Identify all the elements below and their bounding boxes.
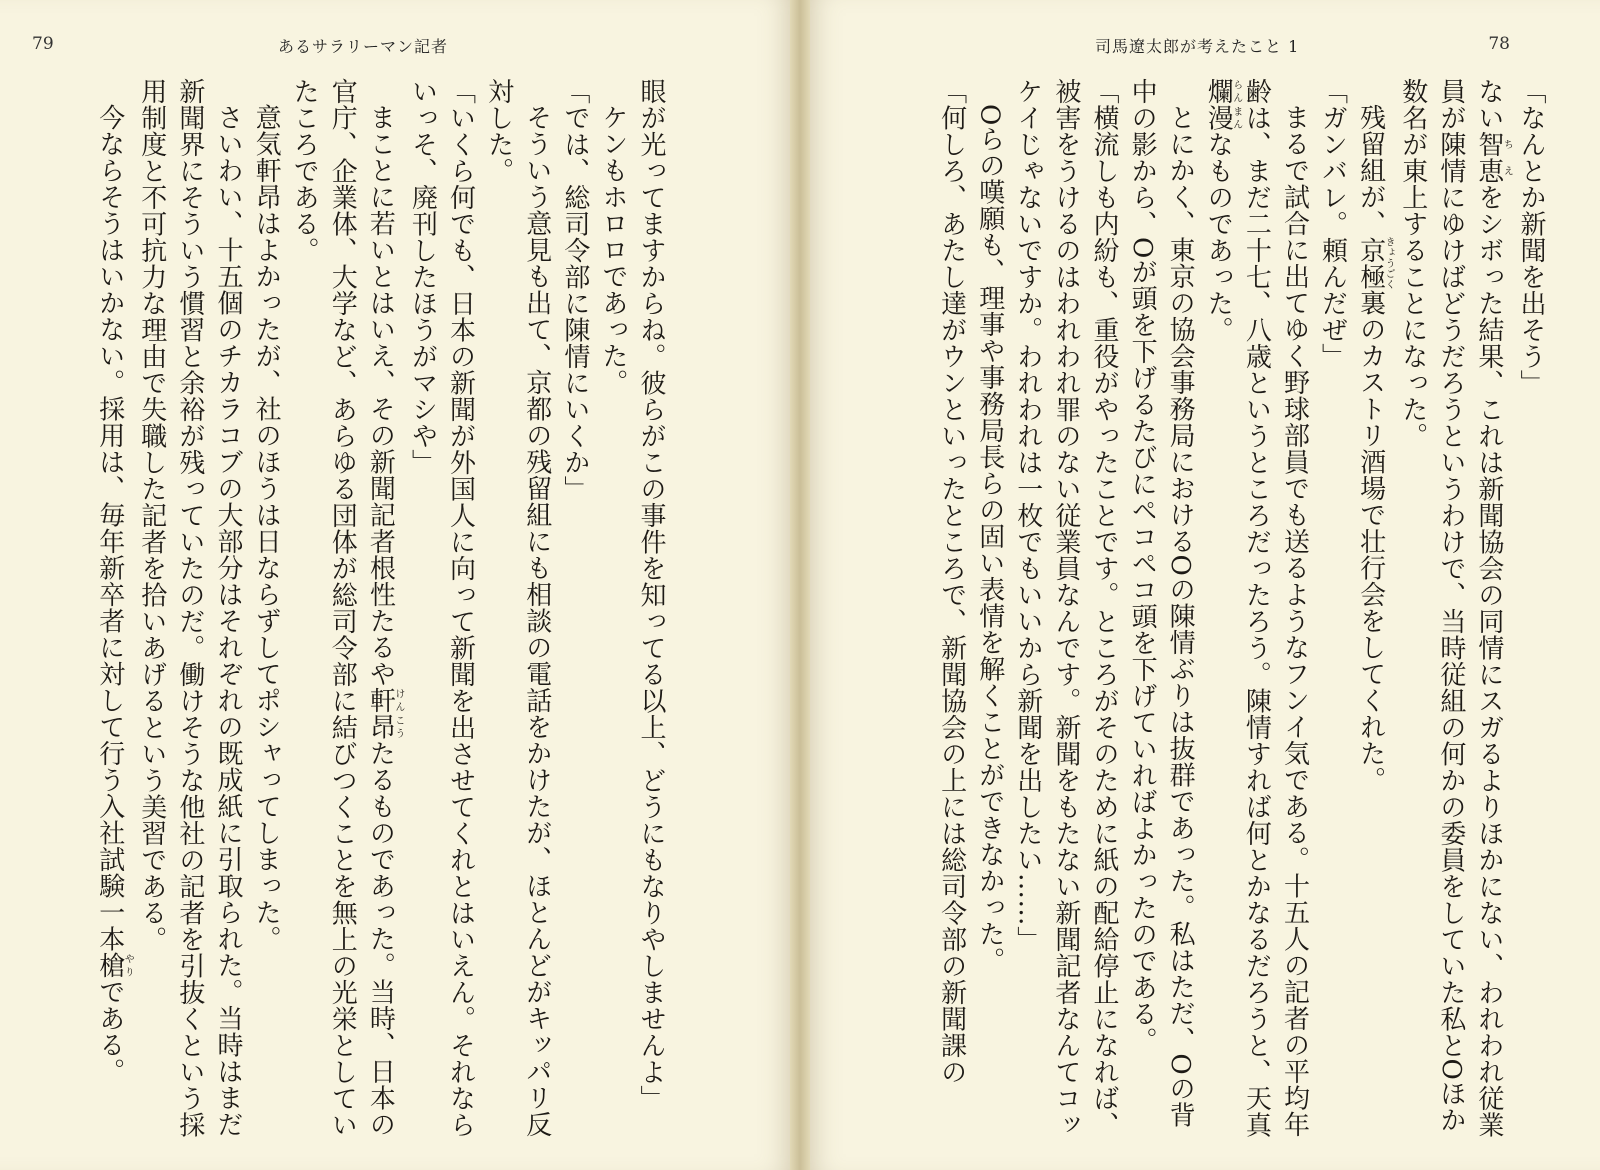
right-body-text <box>910 78 1550 1140</box>
paragraph: 「では、総司令部に陳情にいくか」 <box>559 78 590 502</box>
paragraph: 「何しろ、あたし達がウンといったところで、新聞協会の上には総司令部の新聞課の <box>936 78 967 1085</box>
furigana: 京極きょうごく <box>1355 236 1395 290</box>
paragraph: 残留組が、京極きょうごく裏のカストリ酒場で壮行会をしてくれた。 <box>1355 104 1395 793</box>
right-page-number: 78 <box>1488 34 1510 54</box>
paragraph: 「いくら何でも、日本の新聞が外国人に向って新聞を出させてくれとはいえん。それならいっそ、廃刊したほうがマシや」 <box>407 78 476 1138</box>
paragraph: 「ガンバレ。頼んだぜ」 <box>1317 78 1348 370</box>
paragraph: さいわい、十五個のチカラコブの大部分はそれぞれの既成紙に引取られた。当時はまだ新聞界にそういう慣習と余裕が残っていたのだ。働けそうな他社の記者を引抜くという採用制度と不可抗力な理由で失職した記者を拾いあげるという美習である。 <box>136 78 243 1138</box>
left-running-head: あるサラリーマン記者 <box>278 37 449 56</box>
paragraph: ケンもホロロであった。 <box>597 104 628 396</box>
paragraph: とにかく、東京の協会事務局におけるOの陳情ぶりは抜群であった。私はただ、Oの背中の影から、Oが頭を下げるたびにペコペコ頭を下げていればよかったのである。 <box>1127 78 1196 1129</box>
paragraph: 「なんとか新聞を出そう」 <box>1516 78 1546 396</box>
furigana: 軒昂けんこう <box>365 687 404 740</box>
paragraph: Oらの嘆願も、理事や事務局長らの固い表情を解くことができなかった。 <box>974 104 1005 974</box>
paragraph: まことに若いとはいえ、その新聞記者根性たるや軒昂けんこうたるものであった。当時、日本の官庁、企業体、大学など、あらゆる団体が総司令部に結びつくことを無上の光栄としていたころである。 <box>289 78 404 1138</box>
paragraph: 「横流しも内紛も、重役がやったことです。ところがそのために紙の配給停止になれば、被害をうけるのはわれわれ罪のない従業員なんです。新聞をもたない新聞記者なんてコッケイじゃないですか。われわれは一枚でもいいから新聞を出したい……」 <box>1012 78 1119 1138</box>
left-body-text <box>20 78 670 1140</box>
furigana: 爛漫らんまん <box>1203 78 1242 131</box>
book-gutter <box>790 0 810 1170</box>
left-page-number: 79 <box>32 34 54 54</box>
paragraph: まるで試合に出てゆく野球部員でも送るようなフンイ気である。十五人の記者の平均年齢は、まだ二十七、八歳というところだったろう。陳情すれば何とかなるだろうと、天真爛漫らんまんなものであった。 <box>1203 78 1310 1138</box>
furigana: 智恵ちえ <box>1473 131 1513 184</box>
paragraph: 今ならそうはいかない。採用は、毎年新卒者に対して行う入社試験一本槍やりである。 <box>94 104 134 1085</box>
paragraph: 眼が光ってますからね。彼らがこの事件を知ってる以上、どうにもなりやしませんよ」 <box>636 78 666 1112</box>
right-page <box>800 0 1600 1170</box>
right-running-head: 司馬遼太郎が考えたこと 1 <box>1095 37 1300 56</box>
paragraph: 意気軒昂はよかったが、社のほうは日ならずしてポシャってしまった。 <box>251 104 282 952</box>
paragraph: ない智恵ちえをシボった結果、これは新聞協会の同情にスガるよりほかにない、われわれ従業員が陳情にゆけばどうだろうというわけで、当時従組の何かの委員をしていた私とOほか数名が東上することになった。 <box>1397 78 1513 1138</box>
paragraph: そういう意見も出て、京都の残留組にも相談の電話をかけたが、ほとんどがキッパリ反対した。 <box>483 78 552 1138</box>
furigana: 槍やり <box>94 952 134 979</box>
